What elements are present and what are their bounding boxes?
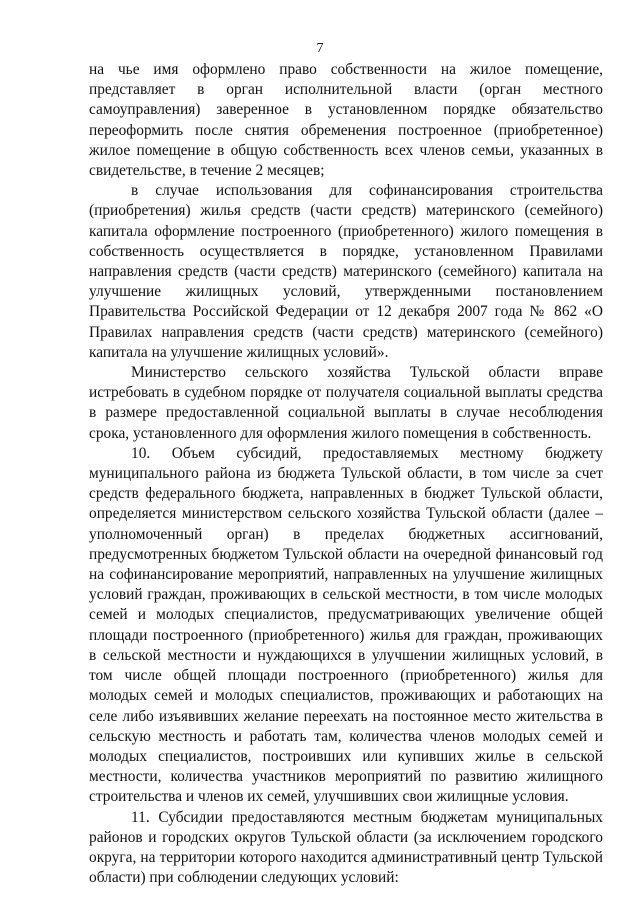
document-body (89, 60, 603, 888)
paragraph-item-11: 11. Субсидии предоставляются местным бюджетам муниципальных районов и городских округов Тульской области (за исключением городского округа, на территории которого находится административный центр Тульской области) при соблюдении следующих условий: (89, 808, 603, 887)
paragraph-continuation: на чье имя оформлено право собственности на жилое помещение, представляет в орган исполнительной власти (орган местного самоуправления) заверенное в установленном порядке обязательство переоформить после снятия обременения построенное (приобретенное) жилое помещение в общую собственность всех членов семьи, указанных в свидетельстве, в течение 2 месяцев; (89, 61, 603, 180)
paragraph-maternity-capital: в случае использования для софинансирования строительства (приобретения) жилья средств (части средств) материнского (семейного) капитала оформление построенного (приобретенного) жилого помещения в собственность осуществляется в порядке, установленном Правилами направления средств (части средств) материнского (семейного) капитала на улучшение жилищных условий, утвержденными постановлением Правительства Российской Федерации от 12 декабря 2007 года № 862 «О Правилах направления средств (части средств) материнского (семейного) капитала на улучшение жилищных условий». (89, 182, 603, 361)
page-number: 7 (316, 41, 324, 56)
paragraph-item-10: 10. Объем субсидий, предоставляемых местному бюджету муниципального района из бюджета Тульской области, в том числе за счет средств федерального бюджета, направленных в бюджет Тульской области, определяется министерством сельского хозяйства Тульской области (далее – уполномоченный орган) в пределах бюджетных ассигнований, предусмотренных бюджетом Тульской области на очередной финансовый год на софинансирование мероприятий, направленных на улучшение жилищных условий граждан, проживающих в сельской местности, в том числе молодых семей и молодых специалистов, предусматривающих увеличение общей площади построенного (приобретенного) жилья для граждан, проживающих в сельской местности и нуждающихся в улучшении жилищных условий, в том числе общей площади построенного (приобретенного) жилья для молодых семей и молодых специалистов, проживающих и работающих на селе либо изъявивших желание переехать на постоянное место жительства в сельскую местность и работать там, количества членов молодых семей и молодых специалистов, построивших или купивших жилье в сельской местности, количества участников мероприятий по развитию жилищного строительства и членов их семей, улучшивших свои жилищные условия. (89, 444, 603, 806)
paragraph-ministry-recovery: Министерство сельского хозяйства Тульской области вправе истребовать в судебном порядке от получателя социальной выплаты средства в размере предоставленной социальной выплаты в случае несоблюдения срока, установленного для оформления жилого помещения в собственность. (89, 364, 603, 442)
